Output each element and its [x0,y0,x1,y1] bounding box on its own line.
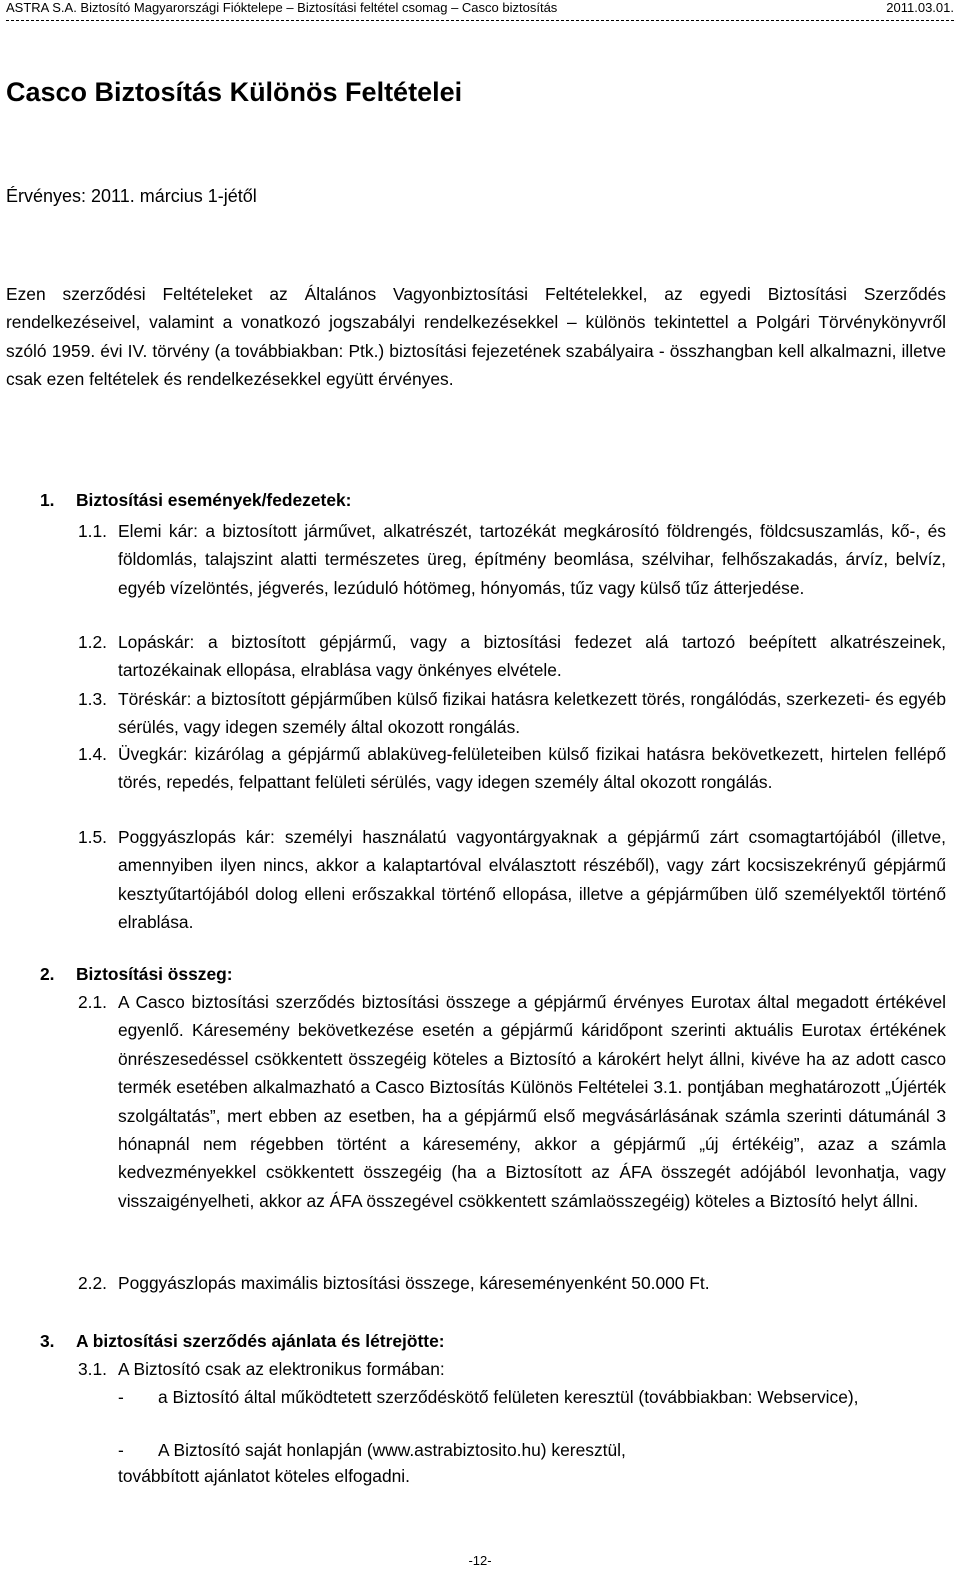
page-title: Casco Biztosítás Különös Feltételei [6,77,463,107]
bullet-item [118,1383,946,1411]
item-number: 1.5. [78,827,108,847]
section-number: 3. [40,1331,55,1351]
item-number: 1.4. [78,744,108,764]
closing-line: továbbított ajánlatot köteles elfogadni. [118,1466,410,1486]
section-number: 1. [40,490,55,510]
item-text: Töréskár: a biztosított gépjárműben külső fizikai hatásra keletkezett törés, rongálódás, szerkezeti- és egyéb sérülés, vagy idegen személy által okozott rongálás. [118,689,946,738]
item-number: 2.1. [78,992,108,1012]
list-item [78,740,946,797]
section-title: Biztosítási összeg: [76,964,233,984]
validity-date: Érvényes: 2011. március 1-jétől [6,186,257,206]
list-item [78,628,946,685]
header-date: 2011.03.01. [886,0,954,15]
section-title: A biztosítási szerződés ajánlata és létrejötte: [76,1331,445,1351]
item-text: A Casco biztosítási szerződés biztosítási összege a gépjármű érvényes Eurotax által megadott értékével egyenlő. Káresemény bekövetkezése esetén a gépjármű káridőpont szerinti aktuális Eurotax értékének önrészesedéssel csökkentett összegéig köteles a Biztosító a károkért helyt állni, kivéve ha az adott casco termék esetében alkalmazható a Casco Biztosítás Különös Feltételei 3.1. pontjában meghatározott „Újérték szolgáltatás”, mert ebben az esetben, ha a gépjármű első megvásárlásának számla szerinti dátumánál 3 hónapnál nem régebben történt a káresemény, akkor a gépjármű „új értékéig”, azaz a számla kedvezményekkel csökkentett összegéig (ha a Biztosított az ÁFA összegét adójából levonhatja, vagy visszaigényelheti, akkor az ÁFA összegével csökkentett számlaösszegéig) köteles a Biztosító helyt állni. [118,992,946,1211]
section-heading-1 [40,486,351,514]
section-heading-3 [40,1327,445,1355]
list-item [78,517,946,602]
section-title: Biztosítási események/fedezetek: [76,490,352,510]
bullet-dash: - [118,1440,124,1460]
item-number: 1.3. [78,689,108,709]
list-item [78,1355,946,1383]
item-text: A Biztosító csak az elektronikus formában: [118,1359,445,1379]
item-text: Elemi kár: a biztosított járművet, alkatrészét, tartozékát megkárosító földrengés, földcsuszamlás, kő-, és földomlás, talajszint alatti természetes üreg, építmény beomlása, szélvihar, felhőszakadás, árvíz, belvíz, egyéb vízelöntés, jégverés, lezúduló hótömeg, hónyomás, tűz vagy külső tűz átterjedése. [118,521,946,598]
item-number: 3.1. [78,1359,108,1379]
item-text: Poggyászlopás maximális biztosítási összege, káreseményenként 50.000 Ft. [118,1273,710,1293]
section-number: 2. [40,964,55,984]
running-header [6,0,954,16]
item-number: 1.1. [78,521,108,541]
item-number: 1.2. [78,632,108,652]
section-heading-2 [40,960,233,988]
list-item [78,1269,946,1297]
intro-paragraph: Ezen szerződési Feltételeket az Általános Vagyonbiztosítási Feltételekkel, az egyedi Biztosítási Szerződés rendelkezéseivel, valamint a vonatkozó jogszabályi rendelkezésekkel – különös tekintettel a Polgári Törvénykönyvről szóló 1959. évi IV. törvény (a továbbiakban: Ptk.) biztosítási fejezetének szabályaira - összhangban kell alkalmazni, illetve csak ezen feltételek és rendelkezésekkel együtt érvényes. [6,284,946,390]
bullet-text: A Biztosító saját honlapján (www.astrabiztosito.hu) keresztül, [158,1440,626,1460]
list-item [78,823,946,937]
bullet-item [118,1436,946,1464]
page-number: -12- [468,1553,492,1568]
item-number: 2.2. [78,1273,108,1293]
item-text: Poggyászlopás kár: személyi használatú vagyontárgyaknak a gépjármű zárt csomagtartójából (illetve, amennyiben ilyen nincs, akkor a kalaptartóval elválasztott részéből), vagy zárt kocsiszekrényű gépjármű kesztyűtartójából dolog elleni erőszakkal történő ellopása, illetve a gépjárműben ülő személyektől történő elrablása. [118,827,946,933]
list-item [78,988,946,1215]
item-text: Lopáskár: a biztosított gépjármű, vagy a biztosítási fedezet alá tartozó beépített alkatrészeinek, tartozékainak ellopása, elrablása vagy önkényes elvétele. [118,632,946,681]
bullet-text: a Biztosító által működtetett szerződéskötő felületen keresztül (továbbiakban: Webservice), [158,1387,859,1407]
item-text: Üvegkár: kizárólag a gépjármű ablaküveg-felületeiben külső fizikai hatásra bekövetkezett, hirtelen fellépő törés, repedés, felpattant felületi sérülés, vagy idegen személy által okozott rongálás. [118,744,946,793]
header-divider [6,20,954,21]
list-item [78,685,946,742]
bullet-dash: - [118,1387,124,1407]
header-title: ASTRA S.A. Biztosító Magyarországi Fióktelepe – Biztosítási feltétel csomag – Casco biztosítás [6,0,558,15]
